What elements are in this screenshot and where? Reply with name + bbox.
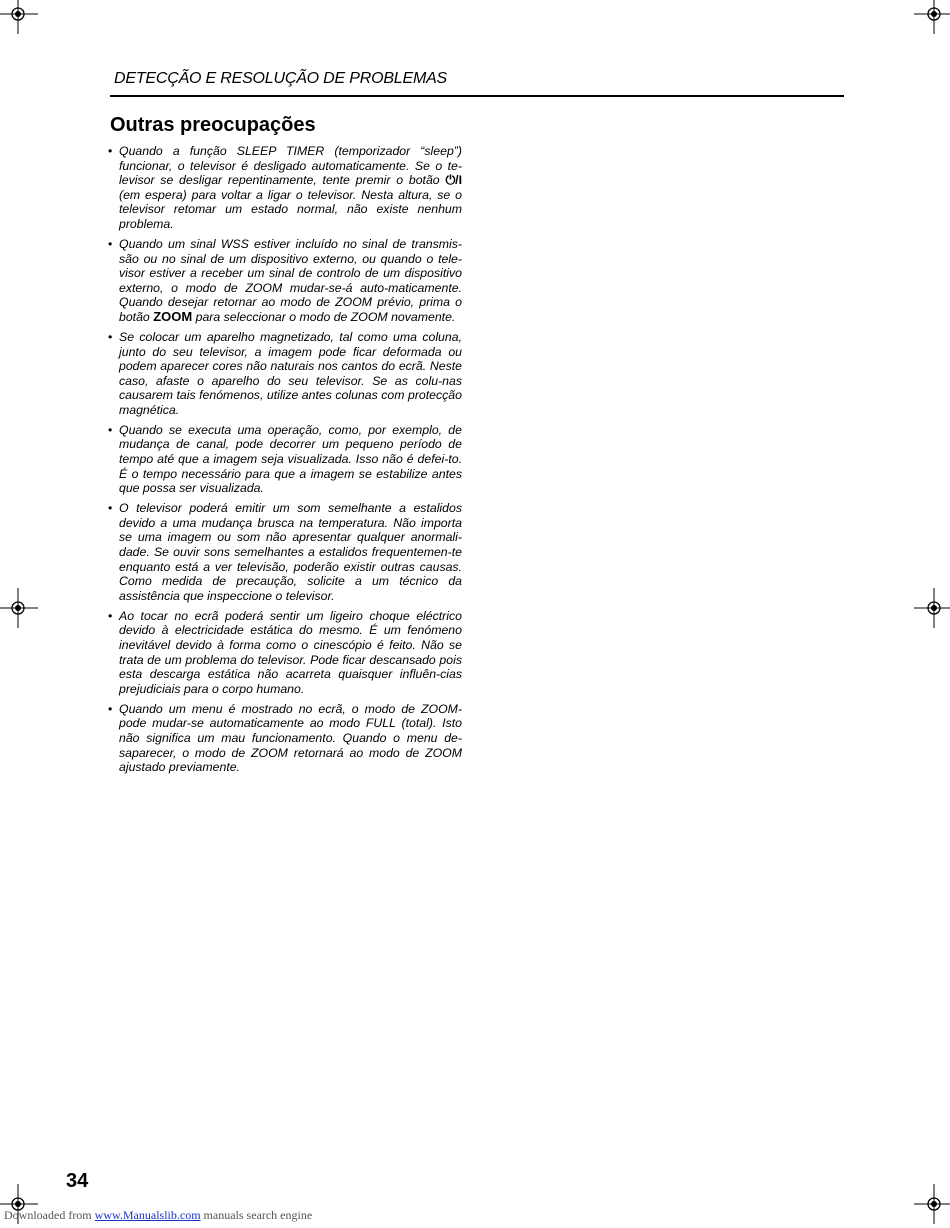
bullet-text: Quando a função SLEEP TIMER (temporizador “sleep”) funcionar, o televisor é desligado automaticamente. Se o te-levisor se desligar repentinamente, tente premir o botão (119, 144, 462, 188)
footer-suffix: manuals search engine (203, 1208, 313, 1222)
registration-crosshair-icon (914, 1184, 950, 1224)
section-header: DETECÇÃO E RESOLUÇÃO DE PROBLEMAS (114, 70, 448, 87)
registration-crosshair-icon (914, 588, 950, 628)
bullet-text: (em espera) para voltar a ligar o televisor. Nesta altura, se o televisor retomar um estado normal, não existe nenhum problema. (119, 187, 462, 231)
power-standby-icon: ⏻/I (445, 173, 462, 188)
list-item: • Quando se executa uma operação, como, por exemplo, de mudança de canal, pode decorrer um pequeno período de tempo até que a imagem seja visualizada. Isso não é defei-to. É o tempo necessário para que a imagem se estabilize antes que possa ser visualizada. (110, 423, 462, 496)
zoom-key-label: ZOOM (153, 308, 193, 324)
bullet-list (110, 144, 462, 780)
list-item: • Se colocar um aparelho magnetizado, tal como uma coluna, junto do seu televisor, a imagem pode ficar deformada ou podem aparecer cores não naturais nos cantos do ecrã. Neste caso, afaste o aparelho do seu televisor. Se as colu-nas causarem tais fenómenos, utilize antes colunas com protecção magnética. (110, 330, 462, 418)
list-item (110, 237, 462, 325)
registration-crosshair-icon (914, 0, 950, 34)
bullet-text: para seleccionar o modo de ZOOM novamente. (195, 309, 456, 324)
header-rule (110, 95, 844, 97)
list-item: • Ao tocar no ecrã poderá sentir um ligeiro choque eléctrico devido à electricidade estática do mesmo. É um fenómeno inevitável devido à forma como o cinescópio é feito. Não se trata de um problema do televisor. Pode ficar descansado pois esta descarga estática não acarreta quaisquer influên-cias prejudiciais para o corpo humano. (110, 609, 462, 697)
footer (4, 1208, 312, 1223)
list-item (110, 144, 462, 232)
registration-crosshair-icon (0, 0, 38, 34)
page-title: Outras preocupações (110, 114, 316, 136)
manualslib-link[interactable]: www.Manualslib.com (94, 1208, 201, 1222)
registration-crosshair-icon (0, 588, 38, 628)
footer-prefix: Downloaded from (4, 1208, 92, 1222)
page-number: 34 (66, 1170, 89, 1192)
bullet-text: Quando um sinal WSS estiver incluído no sinal de transmis-são ou no sinal de um dispositivo externo, ou quando o tele-visor estiver a receber um sinal de controlo de um dispositivo externo, o modo de ZOOM mudar-se-á auto-maticamente. Quando desejar retornar ao modo de ZOOM prévio, prima o botão (119, 236, 462, 324)
list-item: • O televisor poderá emitir um som semelhante a estalidos devido a uma mudança brusca na temperatura. Não importa se uma imagem ou som não apresentar qualquer anormali-dade. Se ouvir sons semelhantes a estalidos frequentemen-te enquanto está a ver televisão, poderão existir outras causas. Como medida de precaução, solicite a um técnico da assistência que inspeccione o televisor. (110, 501, 462, 603)
list-item: • Quando um menu é mostrado no ecrã, o modo de ZOOM-pode mudar-se automaticamente ao modo FULL (total). Isto não significa um mau funcionamento. Quando o menu de-saparecer, o modo de ZOOM retornará ao modo de ZOOM ajustado previamente. (110, 702, 462, 775)
